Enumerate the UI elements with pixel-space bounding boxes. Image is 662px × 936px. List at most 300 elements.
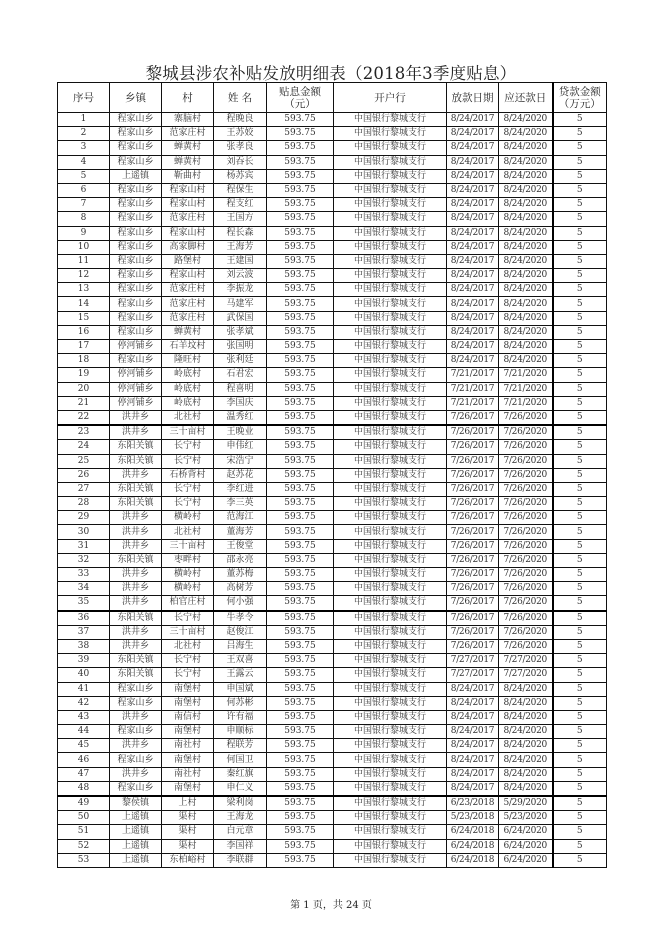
cell-loan-date: 8/24/2017 — [447, 127, 499, 141]
cell-loan-amount: 5 — [553, 511, 607, 525]
cell-loan-date: 8/24/2017 — [447, 354, 499, 368]
cell-village: 南堡村 — [162, 781, 214, 796]
cell-subsidy-amount: 593.75 — [267, 283, 334, 297]
subsidy-table — [57, 82, 607, 868]
table-row — [58, 283, 607, 297]
header-loan-date: 放款日期 — [447, 83, 499, 113]
cell-loan-date: 5/23/2018 — [447, 811, 499, 825]
cell-village: 蝉黄村 — [162, 155, 214, 169]
table-row — [58, 682, 607, 696]
cell-due-date: 7/26/2020 — [499, 625, 553, 639]
table-row — [58, 553, 607, 567]
cell-town: 程家山乡 — [110, 297, 162, 311]
cell-name: 许有福 — [214, 710, 267, 724]
cell-loan-amount: 5 — [553, 212, 607, 226]
cell-loan-date: 7/26/2017 — [447, 568, 499, 582]
cell-due-date: 7/26/2020 — [499, 425, 553, 440]
table-row — [58, 127, 607, 141]
cell-loan-date: 8/24/2017 — [447, 739, 499, 753]
cell-subsidy-amount: 593.75 — [267, 297, 334, 311]
cell-name: 吕海生 — [214, 639, 267, 653]
cell-village: 隆旺村 — [162, 354, 214, 368]
cell-bank: 中国银行黎城支行 — [334, 639, 447, 653]
cell-seq: 53 — [58, 853, 110, 867]
cell-due-date: 8/24/2020 — [499, 354, 553, 368]
cell-loan-amount: 5 — [553, 113, 607, 127]
cell-loan-amount: 5 — [553, 753, 607, 767]
cell-subsidy-amount: 593.75 — [267, 226, 334, 240]
cell-town: 程家山乡 — [110, 226, 162, 240]
table-row — [58, 839, 607, 853]
cell-subsidy-amount: 593.75 — [267, 482, 334, 496]
cell-bank: 中国银行黎城支行 — [334, 440, 447, 454]
cell-due-date: 7/26/2020 — [499, 568, 553, 582]
cell-loan-date: 8/24/2017 — [447, 269, 499, 283]
cell-town: 东阳关镇 — [110, 497, 162, 511]
cell-loan-date: 7/21/2017 — [447, 382, 499, 396]
cell-bank: 中国银行黎城支行 — [334, 311, 447, 325]
cell-loan-date: 8/24/2017 — [447, 725, 499, 739]
cell-subsidy-amount: 593.75 — [267, 254, 334, 268]
table-row — [58, 141, 607, 155]
cell-village: 长宁村 — [162, 654, 214, 668]
cell-subsidy-amount: 593.75 — [267, 454, 334, 468]
cell-loan-date: 8/24/2017 — [447, 183, 499, 197]
cell-town: 洪井乡 — [110, 511, 162, 525]
cell-village: 石羊坟村 — [162, 340, 214, 354]
cell-loan-amount: 5 — [553, 596, 607, 611]
cell-loan-date: 8/24/2017 — [447, 767, 499, 781]
cell-village: 岭底村 — [162, 382, 214, 396]
cell-town: 洪井乡 — [110, 639, 162, 653]
cell-subsidy-amount: 593.75 — [267, 811, 334, 825]
cell-subsidy-amount: 593.75 — [267, 311, 334, 325]
table-row — [58, 596, 607, 611]
cell-bank: 中国银行黎城支行 — [334, 283, 447, 297]
cell-name: 李联群 — [214, 853, 267, 867]
cell-subsidy-amount: 593.75 — [267, 396, 334, 410]
table-row — [58, 753, 607, 767]
cell-name: 温秀红 — [214, 410, 267, 425]
cell-bank: 中国银行黎城支行 — [334, 212, 447, 226]
cell-town: 上遥镇 — [110, 839, 162, 853]
cell-due-date: 8/24/2020 — [499, 254, 553, 268]
cell-village: 南社村 — [162, 767, 214, 781]
table-row — [58, 325, 607, 339]
cell-name: 秦红旗 — [214, 767, 267, 781]
cell-loan-date: 7/26/2017 — [447, 611, 499, 626]
cell-village: 程家山村 — [162, 269, 214, 283]
cell-bank: 中国银行黎城支行 — [334, 468, 447, 482]
cell-bank: 中国银行黎城支行 — [334, 525, 447, 539]
cell-bank: 中国银行黎城支行 — [334, 340, 447, 354]
table-row — [58, 354, 607, 368]
cell-loan-amount: 5 — [553, 682, 607, 696]
cell-bank: 中国银行黎城支行 — [334, 497, 447, 511]
cell-subsidy-amount: 593.75 — [267, 340, 334, 354]
cell-village: 东柏峪村 — [162, 853, 214, 867]
cell-loan-date: 8/24/2017 — [447, 781, 499, 796]
cell-loan-date: 8/24/2017 — [447, 169, 499, 183]
table-row — [58, 796, 607, 811]
cell-town: 程家山乡 — [110, 254, 162, 268]
cell-town: 程家山乡 — [110, 682, 162, 696]
cell-town: 程家山乡 — [110, 283, 162, 297]
cell-subsidy-amount: 593.75 — [267, 668, 334, 682]
cell-loan-amount: 5 — [553, 283, 607, 297]
cell-loan-amount: 5 — [553, 482, 607, 496]
cell-bank: 中国银行黎城支行 — [334, 767, 447, 781]
cell-due-date: 7/26/2020 — [499, 497, 553, 511]
cell-loan-date: 7/21/2017 — [447, 368, 499, 382]
header-due-date: 应还款日 — [499, 83, 553, 113]
cell-loan-amount: 5 — [553, 568, 607, 582]
cell-subsidy-amount: 593.75 — [267, 767, 334, 781]
cell-due-date: 7/26/2020 — [499, 525, 553, 539]
cell-town: 停河铺乡 — [110, 340, 162, 354]
cell-village: 蝉黄村 — [162, 141, 214, 155]
cell-bank: 中国银行黎城支行 — [334, 297, 447, 311]
cell-due-date: 8/24/2020 — [499, 283, 553, 297]
cell-subsidy-amount: 593.75 — [267, 553, 334, 567]
cell-loan-amount: 5 — [553, 553, 607, 567]
cell-loan-amount: 5 — [553, 396, 607, 410]
cell-loan-date: 8/24/2017 — [447, 240, 499, 254]
cell-bank: 中国银行黎城支行 — [334, 796, 447, 811]
cell-bank: 中国银行黎城支行 — [334, 382, 447, 396]
cell-subsidy-amount: 593.75 — [267, 440, 334, 454]
table-row — [58, 582, 607, 596]
cell-due-date: 8/24/2020 — [499, 198, 553, 212]
cell-town: 上遥镇 — [110, 811, 162, 825]
cell-subsidy-amount: 593.75 — [267, 155, 334, 169]
cell-seq: 49 — [58, 796, 110, 811]
cell-town: 洪井乡 — [110, 582, 162, 596]
cell-village: 程家山村 — [162, 226, 214, 240]
table-row — [58, 710, 607, 724]
cell-name: 张国明 — [214, 340, 267, 354]
cell-due-date: 7/26/2020 — [499, 611, 553, 626]
table-row — [58, 254, 607, 268]
cell-town: 程家山乡 — [110, 127, 162, 141]
table-row — [58, 511, 607, 525]
cell-subsidy-amount: 593.75 — [267, 212, 334, 226]
cell-loan-amount: 5 — [553, 454, 607, 468]
cell-subsidy-amount: 593.75 — [267, 354, 334, 368]
cell-loan-date: 8/24/2017 — [447, 325, 499, 339]
cell-bank: 中国银行黎城支行 — [334, 696, 447, 710]
cell-subsidy-amount: 593.75 — [267, 582, 334, 596]
cell-due-date: 7/26/2020 — [499, 539, 553, 553]
cell-village: 南堡村 — [162, 753, 214, 767]
cell-name: 张利廷 — [214, 354, 267, 368]
cell-due-date: 8/24/2020 — [499, 682, 553, 696]
cell-subsidy-amount: 593.75 — [267, 568, 334, 582]
cell-village: 范家庄村 — [162, 297, 214, 311]
header-loan-amount: 贷款金额（万元） — [553, 83, 607, 113]
cell-village: 范家庄村 — [162, 127, 214, 141]
cell-seq: 48 — [58, 781, 110, 796]
table-row — [58, 497, 607, 511]
cell-village: 长宁村 — [162, 611, 214, 626]
cell-seq: 6 — [58, 183, 110, 197]
cell-loan-amount: 5 — [553, 169, 607, 183]
cell-subsidy-amount: 593.75 — [267, 198, 334, 212]
table-row — [58, 169, 607, 183]
cell-seq: 16 — [58, 325, 110, 339]
cell-name: 王双喜 — [214, 654, 267, 668]
cell-village: 柏官庄村 — [162, 596, 214, 611]
cell-due-date: 6/24/2020 — [499, 853, 553, 867]
table-row — [58, 368, 607, 382]
cell-village: 北社村 — [162, 525, 214, 539]
cell-town: 程家山乡 — [110, 311, 162, 325]
table-row — [58, 767, 607, 781]
cell-due-date: 8/24/2020 — [499, 753, 553, 767]
cell-loan-amount: 5 — [553, 625, 607, 639]
cell-name: 何国卫 — [214, 753, 267, 767]
table-row — [58, 425, 607, 440]
table-row — [58, 825, 607, 839]
cell-village: 三十亩村 — [162, 625, 214, 639]
cell-name: 范海江 — [214, 511, 267, 525]
cell-seq: 1 — [58, 113, 110, 127]
cell-bank: 中国银行黎城支行 — [334, 183, 447, 197]
cell-village: 蝉黄村 — [162, 325, 214, 339]
cell-town: 洪井乡 — [110, 767, 162, 781]
cell-name: 程晚良 — [214, 113, 267, 127]
table-row — [58, 468, 607, 482]
cell-village: 路堡村 — [162, 254, 214, 268]
cell-town: 上遥镇 — [110, 169, 162, 183]
cell-seq: 42 — [58, 696, 110, 710]
cell-bank: 中国银行黎城支行 — [334, 625, 447, 639]
cell-due-date: 5/29/2020 — [499, 796, 553, 811]
cell-loan-date: 7/26/2017 — [447, 639, 499, 653]
cell-bank: 中国银行黎城支行 — [334, 127, 447, 141]
cell-name: 梁利岗 — [214, 796, 267, 811]
table-row — [58, 269, 607, 283]
cell-name: 武保国 — [214, 311, 267, 325]
cell-name: 宋浩宁 — [214, 454, 267, 468]
cell-loan-date: 7/27/2017 — [447, 668, 499, 682]
cell-village: 横岭村 — [162, 582, 214, 596]
cell-seq: 43 — [58, 710, 110, 724]
cell-town: 停河铺乡 — [110, 396, 162, 410]
cell-seq: 24 — [58, 440, 110, 454]
cell-name: 程长森 — [214, 226, 267, 240]
cell-seq: 33 — [58, 568, 110, 582]
cell-village: 程家山村 — [162, 183, 214, 197]
cell-seq: 5 — [58, 169, 110, 183]
cell-seq: 34 — [58, 582, 110, 596]
cell-subsidy-amount: 593.75 — [267, 183, 334, 197]
cell-bank: 中国银行黎城支行 — [334, 254, 447, 268]
cell-due-date: 7/26/2020 — [499, 468, 553, 482]
cell-town: 洪井乡 — [110, 739, 162, 753]
cell-bank: 中国银行黎城支行 — [334, 396, 447, 410]
cell-subsidy-amount: 593.75 — [267, 368, 334, 382]
cell-due-date: 8/24/2020 — [499, 710, 553, 724]
cell-bank: 中国银行黎城支行 — [334, 568, 447, 582]
cell-loan-amount: 5 — [553, 468, 607, 482]
cell-seq: 19 — [58, 368, 110, 382]
cell-loan-amount: 5 — [553, 654, 607, 668]
cell-town: 洪井乡 — [110, 625, 162, 639]
cell-due-date: 8/24/2020 — [499, 127, 553, 141]
cell-village: 岭底村 — [162, 368, 214, 382]
cell-town: 程家山乡 — [110, 753, 162, 767]
cell-village: 南堡村 — [162, 725, 214, 739]
cell-due-date: 8/24/2020 — [499, 212, 553, 226]
table-row — [58, 240, 607, 254]
cell-loan-amount: 5 — [553, 781, 607, 796]
cell-subsidy-amount: 593.75 — [267, 113, 334, 127]
cell-subsidy-amount: 593.75 — [267, 511, 334, 525]
cell-subsidy-amount: 593.75 — [267, 169, 334, 183]
cell-loan-date: 8/24/2017 — [447, 753, 499, 767]
cell-seq: 52 — [58, 839, 110, 853]
header-seq: 序号 — [58, 83, 110, 113]
cell-town: 上遥镇 — [110, 853, 162, 867]
cell-bank: 中国银行黎城支行 — [334, 654, 447, 668]
cell-loan-amount: 5 — [553, 226, 607, 240]
cell-loan-amount: 5 — [553, 767, 607, 781]
cell-town: 洪井乡 — [110, 596, 162, 611]
cell-town: 程家山乡 — [110, 696, 162, 710]
table-row — [58, 853, 607, 867]
cell-town: 洪井乡 — [110, 425, 162, 440]
cell-due-date: 6/24/2020 — [499, 839, 553, 853]
cell-due-date: 8/24/2020 — [499, 311, 553, 325]
cell-bank: 中国银行黎城支行 — [334, 611, 447, 626]
cell-loan-amount: 5 — [553, 825, 607, 839]
cell-loan-amount: 5 — [553, 811, 607, 825]
cell-due-date: 8/24/2020 — [499, 269, 553, 283]
cell-town: 洪井乡 — [110, 539, 162, 553]
cell-name: 赵苏花 — [214, 468, 267, 482]
cell-village: 三十亩村 — [162, 539, 214, 553]
cell-village: 高家脚村 — [162, 240, 214, 254]
table-row — [58, 440, 607, 454]
table-row — [58, 568, 607, 582]
cell-due-date: 8/24/2020 — [499, 141, 553, 155]
cell-due-date: 8/24/2020 — [499, 240, 553, 254]
cell-village: 北社村 — [162, 639, 214, 653]
cell-loan-amount: 5 — [553, 141, 607, 155]
cell-seq: 29 — [58, 511, 110, 525]
cell-bank: 中国银行黎城支行 — [334, 539, 447, 553]
cell-town: 程家山乡 — [110, 781, 162, 796]
cell-due-date: 8/24/2020 — [499, 340, 553, 354]
cell-subsidy-amount: 593.75 — [267, 639, 334, 653]
cell-name: 王俊堂 — [214, 539, 267, 553]
cell-name: 马建军 — [214, 297, 267, 311]
cell-seq: 25 — [58, 454, 110, 468]
cell-name: 石君宏 — [214, 368, 267, 382]
cell-bank: 中国银行黎城支行 — [334, 739, 447, 753]
cell-loan-amount: 5 — [553, 525, 607, 539]
cell-seq: 51 — [58, 825, 110, 839]
cell-loan-amount: 5 — [553, 354, 607, 368]
cell-bank: 中国银行黎城支行 — [334, 113, 447, 127]
cell-due-date: 8/24/2020 — [499, 226, 553, 240]
cell-due-date: 7/26/2020 — [499, 410, 553, 425]
cell-loan-date: 6/24/2018 — [447, 825, 499, 839]
cell-loan-date: 6/24/2018 — [447, 853, 499, 867]
cell-name: 程喜明 — [214, 382, 267, 396]
cell-town: 程家山乡 — [110, 325, 162, 339]
cell-due-date: 7/21/2020 — [499, 396, 553, 410]
cell-bank: 中国银行黎城支行 — [334, 410, 447, 425]
cell-loan-amount: 5 — [553, 539, 607, 553]
cell-name: 申伟红 — [214, 440, 267, 454]
cell-loan-amount: 5 — [553, 382, 607, 396]
cell-seq: 22 — [58, 410, 110, 425]
cell-village: 北社村 — [162, 410, 214, 425]
cell-loan-date: 7/26/2017 — [447, 454, 499, 468]
cell-subsidy-amount: 593.75 — [267, 410, 334, 425]
cell-loan-amount: 5 — [553, 269, 607, 283]
cell-town: 程家山乡 — [110, 155, 162, 169]
page-title: 黎城县涉农补贴发放明细表（2018年3季度贴息） — [145, 64, 517, 83]
cell-town: 停河铺乡 — [110, 368, 162, 382]
cell-village: 岭底村 — [162, 396, 214, 410]
page-number: 第 1 页，共 24 页 — [290, 900, 372, 911]
cell-subsidy-amount: 593.75 — [267, 682, 334, 696]
cell-subsidy-amount: 593.75 — [267, 240, 334, 254]
cell-town: 程家山乡 — [110, 354, 162, 368]
cell-village: 南堡村 — [162, 696, 214, 710]
cell-village: 范家庄村 — [162, 311, 214, 325]
cell-bank: 中国银行黎城支行 — [334, 725, 447, 739]
cell-bank: 中国银行黎城支行 — [334, 753, 447, 767]
cell-subsidy-amount: 593.75 — [267, 725, 334, 739]
header-village: 村 — [162, 83, 214, 113]
cell-subsidy-amount: 593.75 — [267, 611, 334, 626]
cell-village: 靳曲村 — [162, 169, 214, 183]
cell-name: 王苏姣 — [214, 127, 267, 141]
cell-village: 南信村 — [162, 710, 214, 724]
cell-town: 洪井乡 — [110, 525, 162, 539]
cell-seq: 26 — [58, 468, 110, 482]
cell-due-date: 7/26/2020 — [499, 482, 553, 496]
cell-seq: 15 — [58, 311, 110, 325]
cell-town: 洪井乡 — [110, 468, 162, 482]
cell-loan-amount: 5 — [553, 839, 607, 853]
cell-due-date: 8/24/2020 — [499, 297, 553, 311]
table-row — [58, 725, 607, 739]
cell-bank: 中国银行黎城支行 — [334, 839, 447, 853]
cell-name: 董苏梅 — [214, 568, 267, 582]
cell-seq: 32 — [58, 553, 110, 567]
cell-town: 东阳关镇 — [110, 482, 162, 496]
cell-town: 程家山乡 — [110, 725, 162, 739]
cell-loan-amount: 5 — [553, 668, 607, 682]
cell-seq: 11 — [58, 254, 110, 268]
cell-town: 东阳关镇 — [110, 553, 162, 567]
cell-loan-amount: 5 — [553, 796, 607, 811]
cell-due-date: 8/24/2020 — [499, 183, 553, 197]
cell-name: 张孝良 — [214, 141, 267, 155]
cell-loan-amount: 5 — [553, 254, 607, 268]
cell-bank: 中国银行黎城支行 — [334, 169, 447, 183]
cell-seq: 20 — [58, 382, 110, 396]
header-bank: 开户行 — [334, 83, 447, 113]
cell-name: 王海芳 — [214, 240, 267, 254]
cell-seq: 45 — [58, 739, 110, 753]
cell-loan-date: 7/26/2017 — [447, 497, 499, 511]
